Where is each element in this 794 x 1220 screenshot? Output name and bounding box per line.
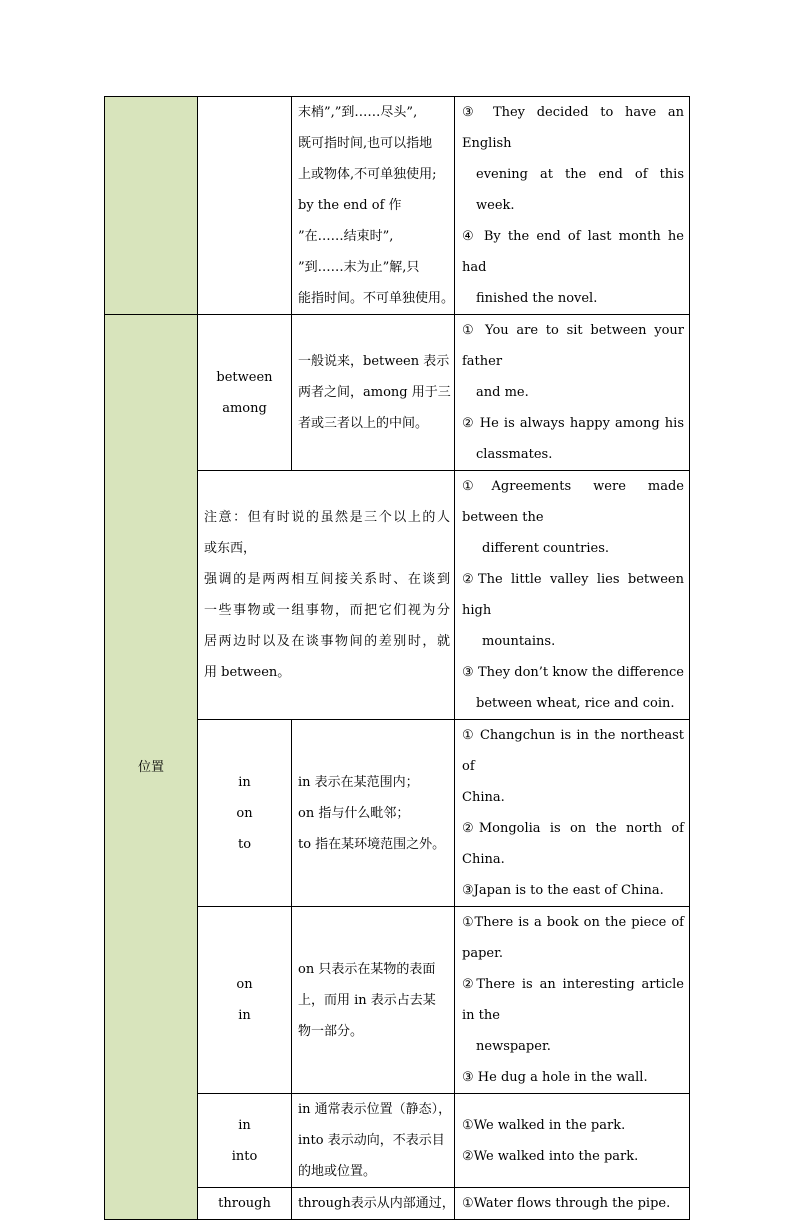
explanation-line: ”到……末为止”解,只 bbox=[298, 260, 420, 275]
explanation-cell bbox=[292, 1188, 455, 1220]
term: in bbox=[238, 1117, 251, 1133]
example-line: different countries. bbox=[482, 541, 609, 556]
explanation-line: 能指时间。不可单独使用。 bbox=[298, 291, 455, 306]
example-line: newspaper. bbox=[476, 1039, 551, 1054]
term-cell bbox=[198, 907, 292, 1094]
term: in bbox=[238, 774, 251, 790]
table-row bbox=[105, 315, 690, 471]
example-line: ②We walked into the park. bbox=[462, 1148, 639, 1164]
term-cell bbox=[198, 720, 292, 907]
example-line: ② He is always happy among his bbox=[462, 416, 684, 431]
explanation-line: 上，而用 in 表示占去某 bbox=[298, 992, 436, 1008]
example-line: ③Japan is to the east of China. bbox=[462, 883, 664, 898]
example-line: ③ He dug a hole in the wall. bbox=[462, 1070, 648, 1085]
example-line: ①We walked in the park. bbox=[462, 1117, 626, 1133]
term: among bbox=[222, 400, 267, 416]
table-row bbox=[105, 97, 690, 315]
explanation-line: on 指与什么毗邻； bbox=[298, 805, 410, 821]
explanation-cell bbox=[292, 1094, 455, 1188]
term: on bbox=[236, 805, 253, 821]
example-line: evening at the end of this week. bbox=[476, 167, 684, 213]
note-cell bbox=[198, 471, 455, 720]
example-line: between wheat, rice and coin. bbox=[476, 696, 675, 711]
example-line: ①There is a book on the piece of paper. bbox=[462, 915, 684, 961]
note-line: 注意：但有时说的虽然是三个以上的人 bbox=[204, 510, 450, 525]
explanation-line: through表示从内部通过， bbox=[298, 1196, 455, 1211]
explanation-line: 两者之间，among 用于三 bbox=[298, 385, 451, 400]
example-line: ②The little valley lies between high bbox=[462, 572, 684, 618]
category-cell bbox=[105, 315, 198, 1220]
example-line: ①Water flows through the pipe. bbox=[462, 1196, 671, 1211]
term-cell bbox=[198, 1094, 292, 1188]
grammar-table bbox=[104, 96, 690, 1220]
term-cell bbox=[198, 315, 292, 471]
note-line: 居两边时以及在谈事物间的差别时，就 bbox=[204, 634, 450, 649]
example-line: ②Mongolia is on the north of China. bbox=[462, 821, 684, 867]
explanation-line: by the end of 作 bbox=[298, 198, 402, 213]
term-cell bbox=[198, 1188, 292, 1220]
term-cell-blank bbox=[198, 97, 292, 315]
explanation-line: 者或三者以上的中间。 bbox=[298, 416, 429, 431]
example-line: mountains. bbox=[482, 634, 556, 649]
explanation-line: 一般说来，between 表示 bbox=[298, 354, 450, 369]
term: between bbox=[216, 369, 273, 385]
note-line: 或东西， bbox=[204, 541, 257, 556]
explanation-cell bbox=[292, 720, 455, 907]
explanation-line: to 指在某环境范围之外。 bbox=[298, 836, 446, 852]
term: into bbox=[231, 1148, 258, 1164]
example-line: and me. bbox=[476, 385, 529, 400]
example-cell bbox=[455, 1094, 690, 1188]
example-cell bbox=[455, 1188, 690, 1220]
term: on bbox=[236, 977, 253, 992]
example-line: ③ They decided to have an English bbox=[462, 105, 684, 151]
explanation-line: ”在……结束时”, bbox=[298, 229, 394, 244]
example-line: ①Agreements were made between the bbox=[462, 479, 684, 525]
explanation-line: 既可指时间,也可以指地 bbox=[298, 136, 433, 151]
term: to bbox=[237, 836, 252, 852]
explanation-line: 上或物体,不可单独使用; bbox=[298, 167, 437, 182]
category-cell-blank bbox=[105, 97, 198, 315]
explanation-cell bbox=[292, 315, 455, 471]
explanation-line: 物一部分。 bbox=[298, 1023, 364, 1039]
note-line: 用 between。 bbox=[204, 665, 291, 680]
example-cell bbox=[455, 907, 690, 1094]
example-cell bbox=[455, 315, 690, 471]
explanation-cell bbox=[292, 907, 455, 1094]
explanation-line: on 只表示在某物的表面 bbox=[298, 961, 436, 977]
example-line: ③ They don’t know the difference bbox=[462, 665, 684, 680]
category-label: 位置 bbox=[137, 759, 164, 775]
note-line: 强调的是两两相互间接关系时、在谈到 bbox=[204, 572, 450, 587]
term: in bbox=[238, 1008, 251, 1023]
example-line: ① Changchun is in the northeast of bbox=[462, 728, 684, 774]
example-line: China. bbox=[462, 790, 505, 805]
example-line: classmates. bbox=[476, 447, 553, 462]
example-line: finished the novel. bbox=[476, 291, 598, 306]
example-cell bbox=[455, 471, 690, 720]
explanation-line: 末梢”,”到……尽头”, bbox=[298, 105, 418, 120]
explanation-line: into 表示动向，不表示目 bbox=[298, 1133, 445, 1148]
example-cell bbox=[455, 97, 690, 315]
explanation-line: 的地或位置。 bbox=[298, 1164, 377, 1179]
example-cell bbox=[455, 720, 690, 907]
explanation-line: in 表示在某范围内； bbox=[298, 774, 419, 790]
explanation-line: in 通常表示位置（静态）， bbox=[298, 1102, 452, 1117]
example-line: ②There is an interesting article in the bbox=[462, 977, 684, 1023]
explanation-cell bbox=[292, 97, 455, 315]
term: through bbox=[218, 1196, 271, 1211]
note-line: 一些事物或一组事物，而把它们视为分 bbox=[204, 603, 450, 618]
example-line: ① You are to sit between your father bbox=[462, 323, 684, 369]
example-line: ④ By the end of last month he had bbox=[462, 229, 684, 275]
